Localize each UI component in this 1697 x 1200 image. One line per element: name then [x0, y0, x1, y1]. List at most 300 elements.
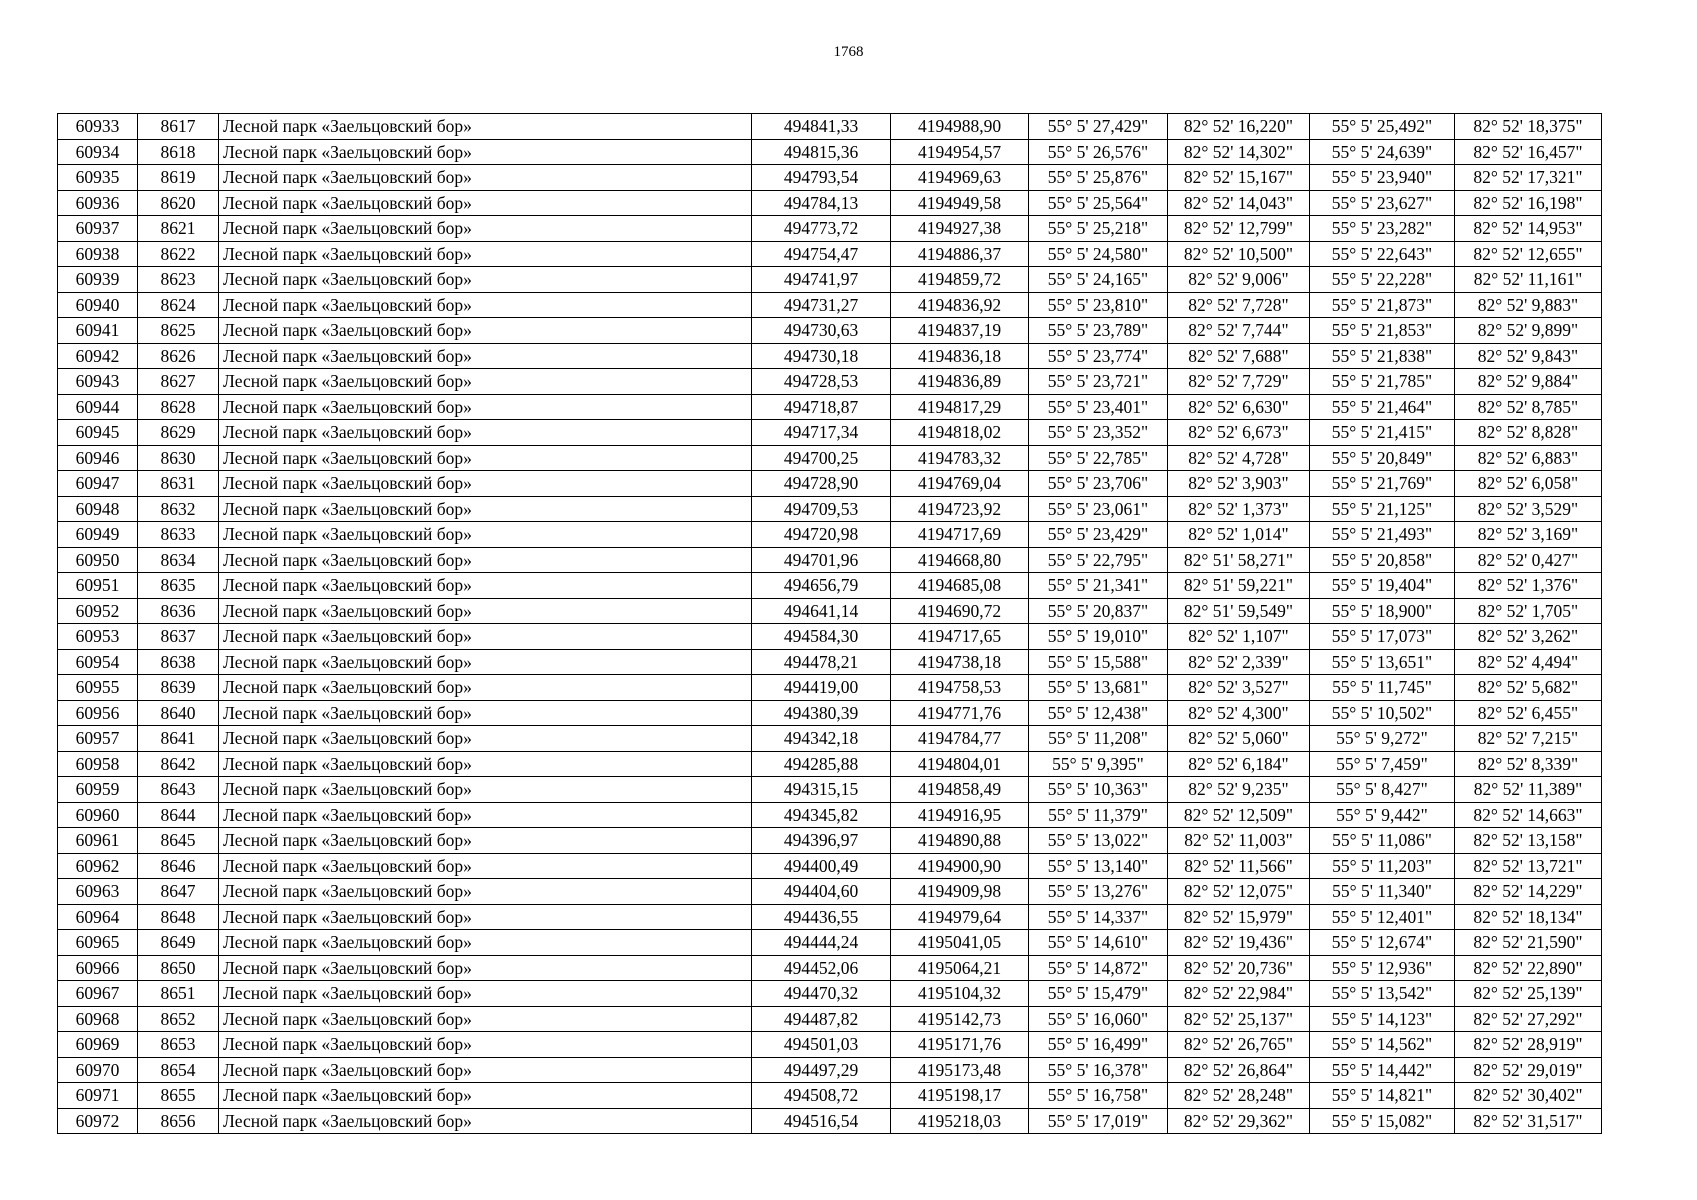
latitude-1-cell: 55° 5' 16,378" [1029, 1057, 1168, 1083]
point-number-cell: 8626 [138, 343, 219, 369]
x-coordinate-cell: 494709,53 [752, 496, 891, 522]
row-id-cell: 60939 [58, 267, 138, 293]
object-name-cell: Лесной парк «Заельцовский бор» [219, 879, 752, 905]
longitude-2-cell: 82° 52' 17,321" [1455, 165, 1602, 191]
y-coordinate-cell: 4195198,17 [891, 1083, 1029, 1109]
y-coordinate-cell: 4194949,58 [891, 190, 1029, 216]
latitude-2-cell: 55° 5' 19,404" [1310, 573, 1455, 599]
x-coordinate-cell: 494436,55 [752, 904, 891, 930]
y-coordinate-cell: 4194758,53 [891, 675, 1029, 701]
table-row [58, 828, 1602, 854]
latitude-1-cell: 55° 5' 15,479" [1029, 981, 1168, 1007]
longitude-2-cell: 82° 52' 21,590" [1455, 930, 1602, 956]
row-id-cell: 60966 [58, 955, 138, 981]
y-coordinate-cell: 4194804,01 [891, 751, 1029, 777]
x-coordinate-cell: 494656,79 [752, 573, 891, 599]
row-id-cell: 60940 [58, 292, 138, 318]
latitude-2-cell: 55° 5' 18,900" [1310, 598, 1455, 624]
object-name-cell: Лесной парк «Заельцовский бор» [219, 522, 752, 548]
x-coordinate-cell: 494754,47 [752, 241, 891, 267]
point-number-cell: 8617 [138, 114, 219, 140]
y-coordinate-cell: 4194685,08 [891, 573, 1029, 599]
longitude-2-cell: 82° 52' 9,883" [1455, 292, 1602, 318]
latitude-1-cell: 55° 5' 22,785" [1029, 445, 1168, 471]
point-number-cell: 8656 [138, 1108, 219, 1134]
y-coordinate-cell: 4194927,38 [891, 216, 1029, 242]
row-id-cell: 60972 [58, 1108, 138, 1134]
table-row [58, 751, 1602, 777]
object-name-cell: Лесной парк «Заельцовский бор» [219, 1108, 752, 1134]
latitude-1-cell: 55° 5' 23,706" [1029, 471, 1168, 497]
longitude-1-cell: 82° 52' 29,362" [1168, 1108, 1310, 1134]
x-coordinate-cell: 494315,15 [752, 777, 891, 803]
row-id-cell: 60960 [58, 802, 138, 828]
x-coordinate-cell: 494501,03 [752, 1032, 891, 1058]
latitude-2-cell: 55° 5' 23,627" [1310, 190, 1455, 216]
longitude-2-cell: 82° 52' 18,134" [1455, 904, 1602, 930]
x-coordinate-cell: 494841,33 [752, 114, 891, 140]
latitude-1-cell: 55° 5' 16,060" [1029, 1006, 1168, 1032]
y-coordinate-cell: 4194783,32 [891, 445, 1029, 471]
x-coordinate-cell: 494730,63 [752, 318, 891, 344]
point-number-cell: 8651 [138, 981, 219, 1007]
y-coordinate-cell: 4194818,02 [891, 420, 1029, 446]
longitude-1-cell: 82° 52' 5,060" [1168, 726, 1310, 752]
point-number-cell: 8645 [138, 828, 219, 854]
table-row [58, 343, 1602, 369]
object-name-cell: Лесной парк «Заельцовский бор» [219, 292, 752, 318]
latitude-2-cell: 55° 5' 7,459" [1310, 751, 1455, 777]
latitude-2-cell: 55° 5' 21,493" [1310, 522, 1455, 548]
longitude-2-cell: 82° 52' 22,890" [1455, 955, 1602, 981]
point-number-cell: 8654 [138, 1057, 219, 1083]
y-coordinate-cell: 4194668,80 [891, 547, 1029, 573]
latitude-2-cell: 55° 5' 13,651" [1310, 649, 1455, 675]
latitude-1-cell: 55° 5' 26,576" [1029, 139, 1168, 165]
x-coordinate-cell: 494728,90 [752, 471, 891, 497]
point-number-cell: 8628 [138, 394, 219, 420]
table-row [58, 1057, 1602, 1083]
longitude-2-cell: 82° 52' 11,389" [1455, 777, 1602, 803]
row-id-cell: 60935 [58, 165, 138, 191]
row-id-cell: 60958 [58, 751, 138, 777]
latitude-2-cell: 55° 5' 22,643" [1310, 241, 1455, 267]
longitude-2-cell: 82° 52' 9,884" [1455, 369, 1602, 395]
point-number-cell: 8621 [138, 216, 219, 242]
y-coordinate-cell: 4194717,69 [891, 522, 1029, 548]
object-name-cell: Лесной парк «Заельцовский бор» [219, 955, 752, 981]
latitude-2-cell: 55° 5' 13,542" [1310, 981, 1455, 1007]
table-row [58, 675, 1602, 701]
table-row [58, 420, 1602, 446]
longitude-2-cell: 82° 52' 14,953" [1455, 216, 1602, 242]
table-row [58, 879, 1602, 905]
latitude-1-cell: 55° 5' 27,429" [1029, 114, 1168, 140]
longitude-1-cell: 82° 52' 7,729" [1168, 369, 1310, 395]
latitude-2-cell: 55° 5' 23,282" [1310, 216, 1455, 242]
longitude-1-cell: 82° 52' 9,006" [1168, 267, 1310, 293]
latitude-1-cell: 55° 5' 23,352" [1029, 420, 1168, 446]
x-coordinate-cell: 494285,88 [752, 751, 891, 777]
x-coordinate-cell: 494470,32 [752, 981, 891, 1007]
point-number-cell: 8655 [138, 1083, 219, 1109]
longitude-1-cell: 82° 51' 59,221" [1168, 573, 1310, 599]
object-name-cell: Лесной парк «Заельцовский бор» [219, 547, 752, 573]
y-coordinate-cell: 4195171,76 [891, 1032, 1029, 1058]
y-coordinate-cell: 4194858,49 [891, 777, 1029, 803]
table-row [58, 777, 1602, 803]
object-name-cell: Лесной парк «Заельцовский бор» [219, 649, 752, 675]
latitude-2-cell: 55° 5' 21,838" [1310, 343, 1455, 369]
longitude-1-cell: 82° 52' 4,728" [1168, 445, 1310, 471]
latitude-2-cell: 55° 5' 21,415" [1310, 420, 1455, 446]
y-coordinate-cell: 4194738,18 [891, 649, 1029, 675]
y-coordinate-cell: 4194909,98 [891, 879, 1029, 905]
longitude-2-cell: 82° 52' 31,517" [1455, 1108, 1602, 1134]
table-row [58, 930, 1602, 956]
y-coordinate-cell: 4194784,77 [891, 726, 1029, 752]
object-name-cell: Лесной парк «Заельцовский бор» [219, 981, 752, 1007]
point-number-cell: 8639 [138, 675, 219, 701]
latitude-1-cell: 55° 5' 14,610" [1029, 930, 1168, 956]
x-coordinate-cell: 494478,21 [752, 649, 891, 675]
longitude-1-cell: 82° 52' 4,300" [1168, 700, 1310, 726]
object-name-cell: Лесной парк «Заельцовский бор» [219, 1032, 752, 1058]
longitude-1-cell: 82° 52' 6,630" [1168, 394, 1310, 420]
latitude-1-cell: 55° 5' 19,010" [1029, 624, 1168, 650]
latitude-2-cell: 55° 5' 15,082" [1310, 1108, 1455, 1134]
longitude-1-cell: 82° 52' 1,014" [1168, 522, 1310, 548]
y-coordinate-cell: 4195041,05 [891, 930, 1029, 956]
longitude-2-cell: 82° 52' 7,215" [1455, 726, 1602, 752]
y-coordinate-cell: 4194886,37 [891, 241, 1029, 267]
longitude-2-cell: 82° 52' 25,139" [1455, 981, 1602, 1007]
point-number-cell: 8625 [138, 318, 219, 344]
row-id-cell: 60957 [58, 726, 138, 752]
longitude-1-cell: 82° 52' 16,220" [1168, 114, 1310, 140]
object-name-cell: Лесной парк «Заельцовский бор» [219, 598, 752, 624]
point-number-cell: 8644 [138, 802, 219, 828]
x-coordinate-cell: 494497,29 [752, 1057, 891, 1083]
y-coordinate-cell: 4194954,57 [891, 139, 1029, 165]
row-id-cell: 60963 [58, 879, 138, 905]
x-coordinate-cell: 494400,49 [752, 853, 891, 879]
latitude-1-cell: 55° 5' 16,758" [1029, 1083, 1168, 1109]
latitude-1-cell: 55° 5' 11,208" [1029, 726, 1168, 752]
x-coordinate-cell: 494404,60 [752, 879, 891, 905]
object-name-cell: Лесной парк «Заельцовский бор» [219, 828, 752, 854]
table-row [58, 1032, 1602, 1058]
latitude-2-cell: 55° 5' 22,228" [1310, 267, 1455, 293]
row-id-cell: 60964 [58, 904, 138, 930]
longitude-1-cell: 82° 52' 11,566" [1168, 853, 1310, 879]
x-coordinate-cell: 494741,97 [752, 267, 891, 293]
latitude-2-cell: 55° 5' 11,745" [1310, 675, 1455, 701]
row-id-cell: 60947 [58, 471, 138, 497]
latitude-2-cell: 55° 5' 21,873" [1310, 292, 1455, 318]
object-name-cell: Лесной парк «Заельцовский бор» [219, 496, 752, 522]
longitude-2-cell: 82° 52' 5,682" [1455, 675, 1602, 701]
x-coordinate-cell: 494700,25 [752, 445, 891, 471]
longitude-1-cell: 82° 51' 59,549" [1168, 598, 1310, 624]
object-name-cell: Лесной парк «Заельцовский бор» [219, 777, 752, 803]
longitude-1-cell: 82° 52' 12,509" [1168, 802, 1310, 828]
object-name-cell: Лесной парк «Заельцовский бор» [219, 751, 752, 777]
latitude-2-cell: 55° 5' 20,849" [1310, 445, 1455, 471]
y-coordinate-cell: 4194837,19 [891, 318, 1029, 344]
object-name-cell: Лесной парк «Заельцовский бор» [219, 853, 752, 879]
longitude-1-cell: 82° 52' 1,373" [1168, 496, 1310, 522]
longitude-2-cell: 82° 52' 18,375" [1455, 114, 1602, 140]
table-row [58, 369, 1602, 395]
y-coordinate-cell: 4194836,89 [891, 369, 1029, 395]
table-row [58, 241, 1602, 267]
row-id-cell: 60955 [58, 675, 138, 701]
longitude-1-cell: 82° 52' 2,339" [1168, 649, 1310, 675]
longitude-1-cell: 82° 52' 9,235" [1168, 777, 1310, 803]
table-row [58, 496, 1602, 522]
latitude-1-cell: 55° 5' 23,810" [1029, 292, 1168, 318]
x-coordinate-cell: 494345,82 [752, 802, 891, 828]
row-id-cell: 60941 [58, 318, 138, 344]
y-coordinate-cell: 4194690,72 [891, 598, 1029, 624]
point-number-cell: 8638 [138, 649, 219, 675]
latitude-1-cell: 55° 5' 24,165" [1029, 267, 1168, 293]
object-name-cell: Лесной парк «Заельцовский бор» [219, 139, 752, 165]
row-id-cell: 60936 [58, 190, 138, 216]
latitude-1-cell: 55° 5' 22,795" [1029, 547, 1168, 573]
latitude-2-cell: 55° 5' 21,769" [1310, 471, 1455, 497]
row-id-cell: 60933 [58, 114, 138, 140]
point-number-cell: 8641 [138, 726, 219, 752]
point-number-cell: 8631 [138, 471, 219, 497]
row-id-cell: 60946 [58, 445, 138, 471]
object-name-cell: Лесной парк «Заельцовский бор» [219, 1006, 752, 1032]
row-id-cell: 60952 [58, 598, 138, 624]
x-coordinate-cell: 494718,87 [752, 394, 891, 420]
point-number-cell: 8629 [138, 420, 219, 446]
object-name-cell: Лесной парк «Заельцовский бор» [219, 343, 752, 369]
row-id-cell: 60967 [58, 981, 138, 1007]
row-id-cell: 60971 [58, 1083, 138, 1109]
table-row [58, 726, 1602, 752]
latitude-1-cell: 55° 5' 23,789" [1029, 318, 1168, 344]
x-coordinate-cell: 494728,53 [752, 369, 891, 395]
x-coordinate-cell: 494701,96 [752, 547, 891, 573]
object-name-cell: Лесной парк «Заельцовский бор» [219, 1057, 752, 1083]
point-number-cell: 8618 [138, 139, 219, 165]
row-id-cell: 60954 [58, 649, 138, 675]
latitude-2-cell: 55° 5' 21,125" [1310, 496, 1455, 522]
point-number-cell: 8648 [138, 904, 219, 930]
x-coordinate-cell: 494793,54 [752, 165, 891, 191]
longitude-1-cell: 82° 52' 6,184" [1168, 751, 1310, 777]
longitude-1-cell: 82° 52' 15,167" [1168, 165, 1310, 191]
longitude-2-cell: 82° 52' 3,169" [1455, 522, 1602, 548]
object-name-cell: Лесной парк «Заельцовский бор» [219, 267, 752, 293]
x-coordinate-cell: 494452,06 [752, 955, 891, 981]
latitude-2-cell: 55° 5' 11,203" [1310, 853, 1455, 879]
longitude-2-cell: 82° 52' 0,427" [1455, 547, 1602, 573]
latitude-1-cell: 55° 5' 21,341" [1029, 573, 1168, 599]
object-name-cell: Лесной парк «Заельцовский бор» [219, 318, 752, 344]
object-name-cell: Лесной парк «Заельцовский бор» [219, 216, 752, 242]
x-coordinate-cell: 494342,18 [752, 726, 891, 752]
row-id-cell: 60943 [58, 369, 138, 395]
latitude-2-cell: 55° 5' 8,427" [1310, 777, 1455, 803]
latitude-1-cell: 55° 5' 20,837" [1029, 598, 1168, 624]
y-coordinate-cell: 4194769,04 [891, 471, 1029, 497]
point-number-cell: 8646 [138, 853, 219, 879]
latitude-1-cell: 55° 5' 17,019" [1029, 1108, 1168, 1134]
latitude-2-cell: 55° 5' 14,562" [1310, 1032, 1455, 1058]
latitude-2-cell: 55° 5' 12,401" [1310, 904, 1455, 930]
object-name-cell: Лесной парк «Заельцовский бор» [219, 471, 752, 497]
point-number-cell: 8635 [138, 573, 219, 599]
x-coordinate-cell: 494641,14 [752, 598, 891, 624]
object-name-cell: Лесной парк «Заельцовский бор» [219, 675, 752, 701]
table-row [58, 114, 1602, 140]
object-name-cell: Лесной парк «Заельцовский бор» [219, 1083, 752, 1109]
table-row [58, 853, 1602, 879]
row-id-cell: 60959 [58, 777, 138, 803]
coordinates-table [57, 113, 1602, 1134]
latitude-2-cell: 55° 5' 12,936" [1310, 955, 1455, 981]
x-coordinate-cell: 494380,39 [752, 700, 891, 726]
latitude-1-cell: 55° 5' 15,588" [1029, 649, 1168, 675]
latitude-2-cell: 55° 5' 23,940" [1310, 165, 1455, 191]
y-coordinate-cell: 4194859,72 [891, 267, 1029, 293]
table-row [58, 292, 1602, 318]
latitude-2-cell: 55° 5' 17,073" [1310, 624, 1455, 650]
table-row [58, 955, 1602, 981]
y-coordinate-cell: 4195064,21 [891, 955, 1029, 981]
latitude-1-cell: 55° 5' 14,872" [1029, 955, 1168, 981]
point-number-cell: 8649 [138, 930, 219, 956]
object-name-cell: Лесной парк «Заельцовский бор» [219, 190, 752, 216]
row-id-cell: 60965 [58, 930, 138, 956]
table-row [58, 547, 1602, 573]
table-row [58, 700, 1602, 726]
table-row [58, 598, 1602, 624]
y-coordinate-cell: 4194890,88 [891, 828, 1029, 854]
latitude-1-cell: 55° 5' 14,337" [1029, 904, 1168, 930]
latitude-2-cell: 55° 5' 21,785" [1310, 369, 1455, 395]
longitude-2-cell: 82° 52' 6,883" [1455, 445, 1602, 471]
table-row [58, 904, 1602, 930]
y-coordinate-cell: 4194979,64 [891, 904, 1029, 930]
longitude-1-cell: 82° 52' 7,744" [1168, 318, 1310, 344]
point-number-cell: 8634 [138, 547, 219, 573]
table-row [58, 471, 1602, 497]
x-coordinate-cell: 494444,24 [752, 930, 891, 956]
longitude-1-cell: 82° 52' 26,765" [1168, 1032, 1310, 1058]
table-row [58, 216, 1602, 242]
y-coordinate-cell: 4194836,18 [891, 343, 1029, 369]
row-id-cell: 60949 [58, 522, 138, 548]
longitude-2-cell: 82° 52' 14,229" [1455, 879, 1602, 905]
row-id-cell: 60962 [58, 853, 138, 879]
point-number-cell: 8632 [138, 496, 219, 522]
longitude-1-cell: 82° 52' 6,673" [1168, 420, 1310, 446]
longitude-1-cell: 82° 52' 20,736" [1168, 955, 1310, 981]
x-coordinate-cell: 494516,54 [752, 1108, 891, 1134]
latitude-2-cell: 55° 5' 9,272" [1310, 726, 1455, 752]
longitude-2-cell: 82° 52' 9,899" [1455, 318, 1602, 344]
longitude-2-cell: 82° 52' 6,455" [1455, 700, 1602, 726]
latitude-2-cell: 55° 5' 25,492" [1310, 114, 1455, 140]
longitude-1-cell: 82° 52' 3,527" [1168, 675, 1310, 701]
latitude-2-cell: 55° 5' 10,502" [1310, 700, 1455, 726]
latitude-1-cell: 55° 5' 23,401" [1029, 394, 1168, 420]
latitude-1-cell: 55° 5' 23,061" [1029, 496, 1168, 522]
longitude-1-cell: 82° 52' 12,075" [1168, 879, 1310, 905]
latitude-1-cell: 55° 5' 13,276" [1029, 879, 1168, 905]
row-id-cell: 60937 [58, 216, 138, 242]
point-number-cell: 8623 [138, 267, 219, 293]
object-name-cell: Лесной парк «Заельцовский бор» [219, 573, 752, 599]
latitude-2-cell: 55° 5' 14,442" [1310, 1057, 1455, 1083]
x-coordinate-cell: 494508,72 [752, 1083, 891, 1109]
longitude-1-cell: 82° 51' 58,271" [1168, 547, 1310, 573]
x-coordinate-cell: 494730,18 [752, 343, 891, 369]
row-id-cell: 60942 [58, 343, 138, 369]
x-coordinate-cell: 494396,97 [752, 828, 891, 854]
x-coordinate-cell: 494584,30 [752, 624, 891, 650]
longitude-1-cell: 82° 52' 26,864" [1168, 1057, 1310, 1083]
y-coordinate-cell: 4194916,95 [891, 802, 1029, 828]
latitude-1-cell: 55° 5' 24,580" [1029, 241, 1168, 267]
object-name-cell: Лесной парк «Заельцовский бор» [219, 700, 752, 726]
table-row [58, 522, 1602, 548]
x-coordinate-cell: 494784,13 [752, 190, 891, 216]
point-number-cell: 8647 [138, 879, 219, 905]
point-number-cell: 8620 [138, 190, 219, 216]
longitude-1-cell: 82° 52' 12,799" [1168, 216, 1310, 242]
longitude-2-cell: 82° 52' 3,262" [1455, 624, 1602, 650]
row-id-cell: 60961 [58, 828, 138, 854]
y-coordinate-cell: 4195104,32 [891, 981, 1029, 1007]
latitude-1-cell: 55° 5' 23,429" [1029, 522, 1168, 548]
longitude-2-cell: 82° 52' 8,785" [1455, 394, 1602, 420]
latitude-1-cell: 55° 5' 9,395" [1029, 751, 1168, 777]
y-coordinate-cell: 4194900,90 [891, 853, 1029, 879]
latitude-2-cell: 55° 5' 21,853" [1310, 318, 1455, 344]
table-row [58, 165, 1602, 191]
longitude-2-cell: 82° 52' 11,161" [1455, 267, 1602, 293]
longitude-2-cell: 82° 52' 16,198" [1455, 190, 1602, 216]
point-number-cell: 8653 [138, 1032, 219, 1058]
object-name-cell: Лесной парк «Заельцовский бор» [219, 930, 752, 956]
table-row [58, 981, 1602, 1007]
table-row [58, 267, 1602, 293]
latitude-2-cell: 55° 5' 12,674" [1310, 930, 1455, 956]
latitude-1-cell: 55° 5' 23,721" [1029, 369, 1168, 395]
longitude-2-cell: 82° 52' 6,058" [1455, 471, 1602, 497]
longitude-2-cell: 82° 52' 30,402" [1455, 1083, 1602, 1109]
longitude-1-cell: 82° 52' 25,137" [1168, 1006, 1310, 1032]
latitude-1-cell: 55° 5' 10,363" [1029, 777, 1168, 803]
page-number: 1768 [833, 44, 864, 60]
x-coordinate-cell: 494773,72 [752, 216, 891, 242]
x-coordinate-cell: 494717,34 [752, 420, 891, 446]
longitude-2-cell: 82° 52' 29,019" [1455, 1057, 1602, 1083]
latitude-1-cell: 55° 5' 12,438" [1029, 700, 1168, 726]
table-row [58, 624, 1602, 650]
object-name-cell: Лесной парк «Заельцовский бор» [219, 114, 752, 140]
table-row [58, 1108, 1602, 1134]
longitude-2-cell: 82° 52' 8,339" [1455, 751, 1602, 777]
